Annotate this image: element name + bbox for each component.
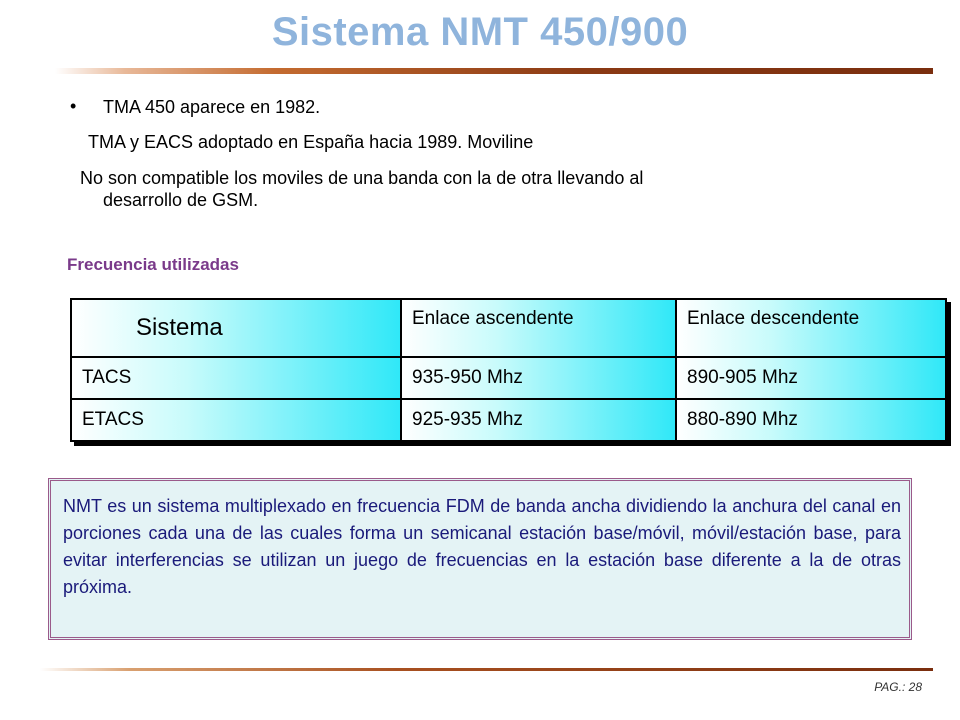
slide-title: Sistema NMT 450/900 <box>271 10 689 54</box>
bullet-line-2: TMA y EACS adoptado en España hacia 1989. Moviline <box>88 132 534 152</box>
table-header-row <box>71 299 946 357</box>
bullet-marker: • <box>70 96 77 116</box>
table-row <box>71 399 946 441</box>
table-row <box>71 357 946 399</box>
footer-divider <box>40 668 933 671</box>
header-uplink: Enlace ascendente <box>401 299 676 357</box>
frequency-table <box>70 298 947 442</box>
header-sistema: Sistema <box>71 299 401 357</box>
page-number: PAG.: 28 <box>874 680 922 694</box>
nmt-description-text: NMT es un sistema multiplexado en frecuencia FDM de banda ancha dividiendo la anchura del canal en porciones cada una de las cuales forma un semicanal estación base/móvil, móvil/estación base, para evitar interferencias se utilizan un juego de frecuencias en la estación base diferente a la de otras próxima. <box>63 496 901 597</box>
cell-system: TACS <box>71 357 401 399</box>
bullet-line-3: No son compatible los moviles de una banda con la de otra llevando al <box>80 168 644 188</box>
cell-uplink: 925-935 Mhz <box>401 399 676 441</box>
bullet-line-3-cont: desarrollo de GSM. <box>103 190 259 210</box>
cell-uplink: 935-950 Mhz <box>401 357 676 399</box>
bullet-line-1: TMA 450 aparece en 1982. <box>103 97 321 117</box>
bullet-list <box>0 0 960 230</box>
cell-downlink: 880-890 Mhz <box>676 399 946 441</box>
cell-system: ETACS <box>71 399 401 441</box>
nmt-description-box <box>48 478 912 640</box>
frequency-subheading: Frecuencia utilizadas <box>67 255 239 274</box>
cell-downlink: 890-905 Mhz <box>676 357 946 399</box>
header-downlink: Enlace descendente <box>676 299 946 357</box>
